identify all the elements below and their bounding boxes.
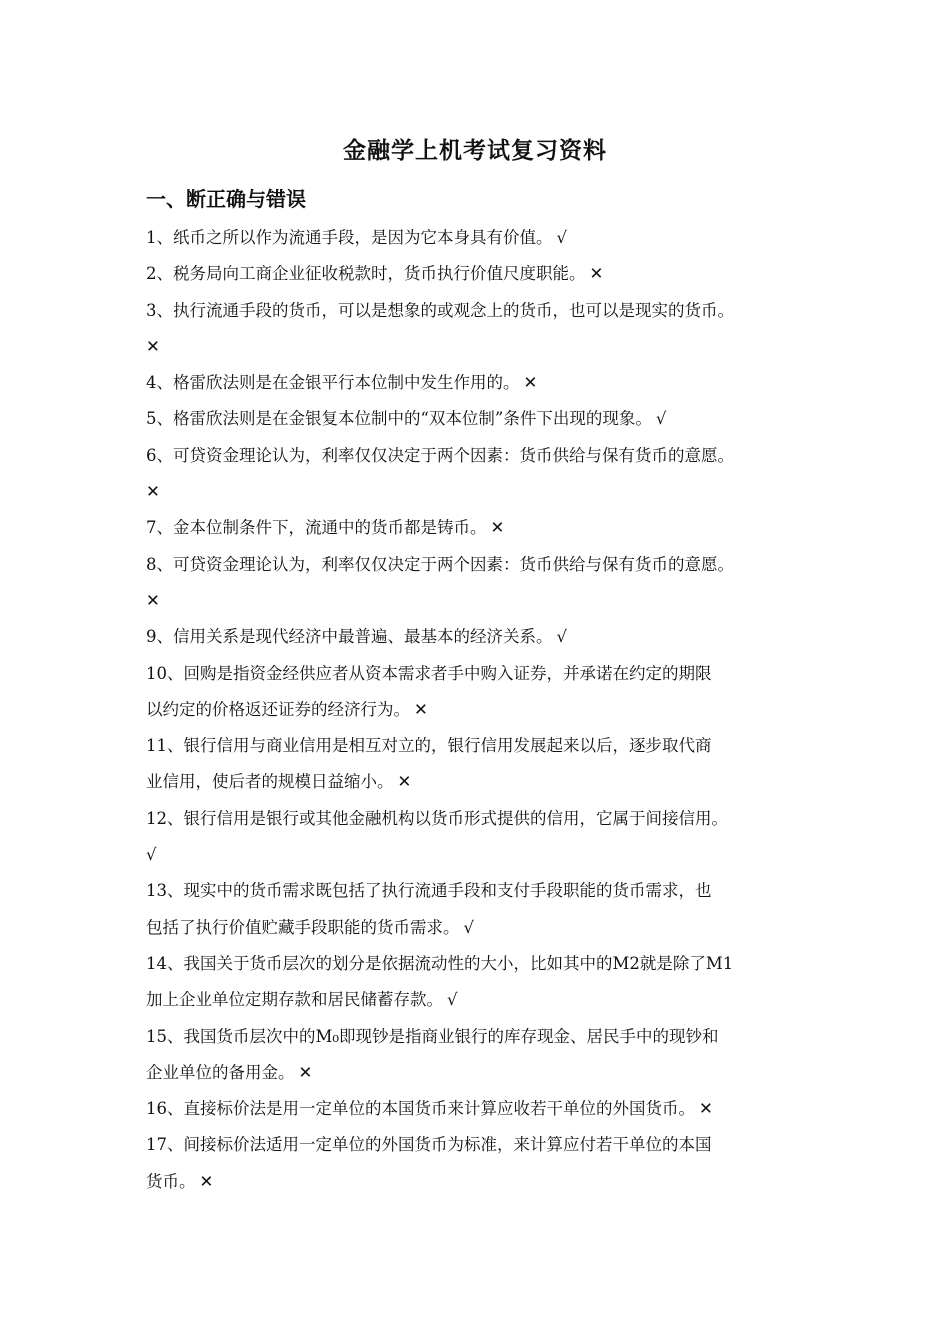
question-item	[146, 1091, 814, 1127]
question-text: 5、格雷欣法则是在金银复本位制中的“双本位制”条件下出现的现象。	[146, 409, 652, 429]
cross-mark-icon: ✕	[146, 482, 160, 502]
section-heading: 一、断正确与错误	[146, 187, 306, 211]
question-text: 2、税务局向工商企业征收税款时，货币执行价值尺度职能。	[146, 264, 586, 284]
check-mark-icon: √	[556, 627, 568, 647]
question-text: 11、银行信用与商业信用是相互对立的，银行信用发展起来以后，逐步取代商	[146, 736, 712, 756]
question-item	[146, 1127, 814, 1200]
question-text-line	[146, 982, 814, 1018]
question-item	[146, 365, 814, 401]
check-mark-icon: √	[447, 990, 458, 1010]
cross-mark-icon: ✕	[298, 1062, 313, 1082]
question-text: 17、间接标价法适用一定单位的外国货币为标准，来计算应付若干单位的本国	[146, 1135, 712, 1155]
question-text: 货币。	[146, 1171, 196, 1191]
question-text-line	[146, 1091, 814, 1127]
question-text: 6、可贷资金理论认为，利率仅仅决定于两个因素：货币供给与保有货币的意愿。	[146, 445, 734, 465]
question-text-line	[146, 801, 814, 837]
question-text-line	[146, 692, 814, 728]
question-item	[146, 1019, 814, 1092]
question-text-line	[146, 1164, 814, 1200]
question-text: 企业单位的备用金。	[146, 1062, 295, 1082]
cross-mark-icon: ✕	[146, 336, 160, 356]
question-text-line	[146, 256, 814, 292]
question-text: 12、银行信用是银行或其他金融机构以货币形式提供的信用，它属于间接信用。	[146, 808, 728, 828]
question-text-line	[146, 583, 814, 619]
question-text-line	[146, 365, 814, 401]
question-text: 16、直接标价法是用一定单位的本国货币来计算应收若干单位的外国货币。	[146, 1099, 695, 1119]
question-text: 加上企业单位定期存款和居民储蓄存款。	[146, 990, 443, 1010]
cross-mark-icon: ✕	[146, 590, 160, 610]
question-item	[146, 256, 814, 292]
question-text-line	[146, 946, 814, 982]
question-text-line	[146, 1127, 814, 1163]
cross-mark-icon: ✕	[199, 1171, 214, 1191]
question-text-line	[146, 764, 814, 800]
question-text: 8、可贷资金理论认为，利率仅仅决定于两个因素：货币供给与保有货币的意愿。	[146, 554, 734, 574]
question-item	[146, 873, 814, 946]
question-text: 包括了执行价值贮藏手段职能的货币需求。	[146, 917, 460, 937]
cross-mark-icon: ✕	[397, 772, 412, 792]
check-mark-icon: √	[463, 917, 475, 937]
question-text-line	[146, 438, 814, 474]
question-item	[146, 438, 814, 511]
question-text-line	[146, 401, 814, 437]
check-mark-icon: √	[655, 409, 667, 429]
cross-mark-icon: ✕	[490, 518, 505, 538]
check-mark-icon: √	[146, 845, 157, 865]
document-title: 金融学上机考试复习资料	[343, 138, 607, 164]
question-item	[146, 946, 814, 1019]
question-text-line	[146, 910, 814, 946]
question-text: 9、信用关系是现代经济中最普遍、最基本的经济关系。	[146, 627, 553, 647]
question-item	[146, 728, 814, 801]
question-item	[146, 510, 814, 546]
question-text: 1、纸币之所以作为流通手段，是因为它本身具有价值。	[146, 228, 553, 247]
question-text-line	[146, 510, 814, 546]
question-item	[146, 401, 814, 437]
cross-mark-icon: ✕	[414, 699, 428, 719]
question-item	[146, 656, 814, 729]
question-text-line	[146, 837, 814, 873]
question-item	[146, 801, 814, 874]
question-text-line	[146, 1019, 814, 1055]
question-text: 10、回购是指资金经供应者从资本需求者手中购入证券，并承诺在约定的期限	[146, 663, 712, 683]
cross-mark-icon: ✕	[589, 264, 604, 284]
cross-mark-icon: ✕	[523, 373, 538, 393]
question-text: 15、我国货币层次中的M₀即现钞是指商业银行的库存现金、居民手中的现钞和	[146, 1026, 719, 1046]
question-text-line	[146, 220, 814, 256]
question-text: 以约定的价格返还证券的经济行为。	[146, 699, 410, 719]
question-item	[146, 293, 814, 366]
question-text-line	[146, 329, 814, 365]
question-text-line	[146, 474, 814, 510]
question-text: 业信用，使后者的规模日益缩小。	[146, 772, 394, 792]
question-text-line	[146, 619, 814, 655]
question-text: 4、格雷欣法则是在金银平行本位制中发生作用的。	[146, 373, 520, 393]
check-mark-icon: √	[556, 228, 568, 247]
question-list	[146, 220, 814, 1200]
question-text-line	[146, 293, 814, 329]
question-text-line	[146, 547, 814, 583]
question-text: 14、我国关于货币层次的划分是依据流动性的大小，比如其中的M2就是除了M1	[146, 953, 734, 973]
question-text-line	[146, 873, 814, 909]
cross-mark-icon: ✕	[699, 1099, 713, 1119]
question-text: 13、现实中的货币需求既包括了执行流通手段和支付手段职能的货币需求，也	[146, 881, 712, 901]
question-text-line	[146, 1055, 814, 1091]
question-item	[146, 619, 814, 655]
question-item	[146, 220, 814, 256]
question-text: 7、金本位制条件下，流通中的货币都是铸币。	[146, 518, 487, 538]
question-text-line	[146, 656, 814, 692]
question-item	[146, 547, 814, 620]
question-text: 3、执行流通手段的货币，可以是想象的或观念上的货币，也可以是现实的货币。	[146, 300, 734, 320]
question-text-line	[146, 728, 814, 764]
